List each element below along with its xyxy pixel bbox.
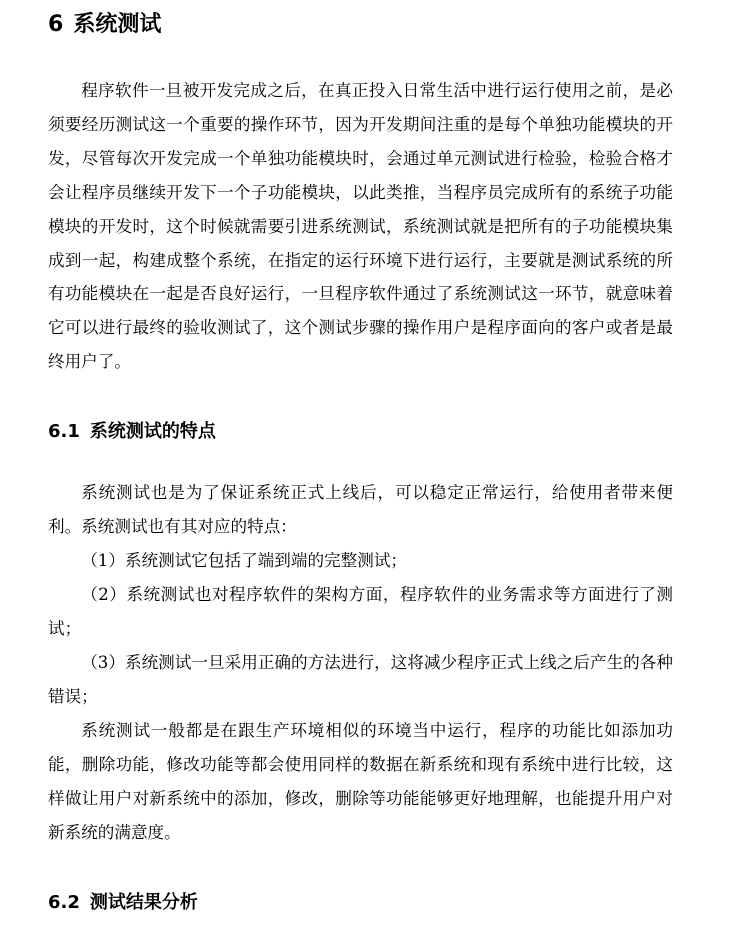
section-6-1-title: 系统测试的特点	[89, 421, 216, 442]
section-6-1-paragraph-3: （2）系统测试也对程序软件的架构方面，程序软件的业务需求等方面进行了测试；	[48, 585, 673, 638]
intro-paragraph: 程序软件一旦被开发完成之后，在真正投入日常生活中进行运行使用之前，是必须要经历测试这一个重要的操作环节，因为开发期间注重的是每个单独功能模块的开发，尽管每次开发完成一个单独功能模块时，会通过单元测试进行检验，检验合格才会让程序员继续开发下一个子功能模块，以此类推，当程序员完成所有的系统子功能模块的开发时，这个时候就需要引进系统测试，系统测试就是把所有的子功能模块集成到一起，构建成整个系统，在指定的运行环境下进行运行，主要就是测试系统的所有功能模块在一起是否良好运行，一旦程序软件通过了系统测试这一环节，就意味着它可以进行最终的验收测试了，这个测试步骤的操作用户是程序面向的客户或者是最终用户了。	[48, 81, 673, 372]
section-6-2-title: 测试结果分析	[89, 892, 198, 913]
section-6-1-paragraph-4: （3）系统测试一旦采用正确的方法进行，这将减少程序正式上线之后产生的各种错误；	[48, 653, 673, 706]
chapter-number: 6	[48, 12, 64, 37]
section-6-2-heading	[48, 889, 198, 917]
section-6-1-paragraph-5: 系统测试一般都是在跟生产环境相似的环境当中运行，程序的功能比如添加功能，删除功能，修改功能等都会使用同样的数据在新系统和现有系统中进行比较，这样做让用户对新系统中的添加，修改，删除等功能能够更好地理解，也能提升用户对新系统的满意度。	[48, 721, 673, 842]
section-6-2-number: 6.2	[48, 892, 80, 913]
section-6-1-paragraph-2: （1）系统测试它包括了端到端的完整测试；	[81, 551, 408, 570]
section-6-1-paragraph-1: 系统测试也是为了保证系统正式上线后，可以稳定正常运行，给使用者带来便利。系统测试也有其对应的特点：	[48, 483, 673, 536]
section-6-1-number: 6.1	[48, 421, 80, 442]
chapter-title: 系统测试	[73, 12, 162, 37]
chapter-heading	[48, 8, 161, 42]
section-6-1-heading	[48, 418, 216, 446]
